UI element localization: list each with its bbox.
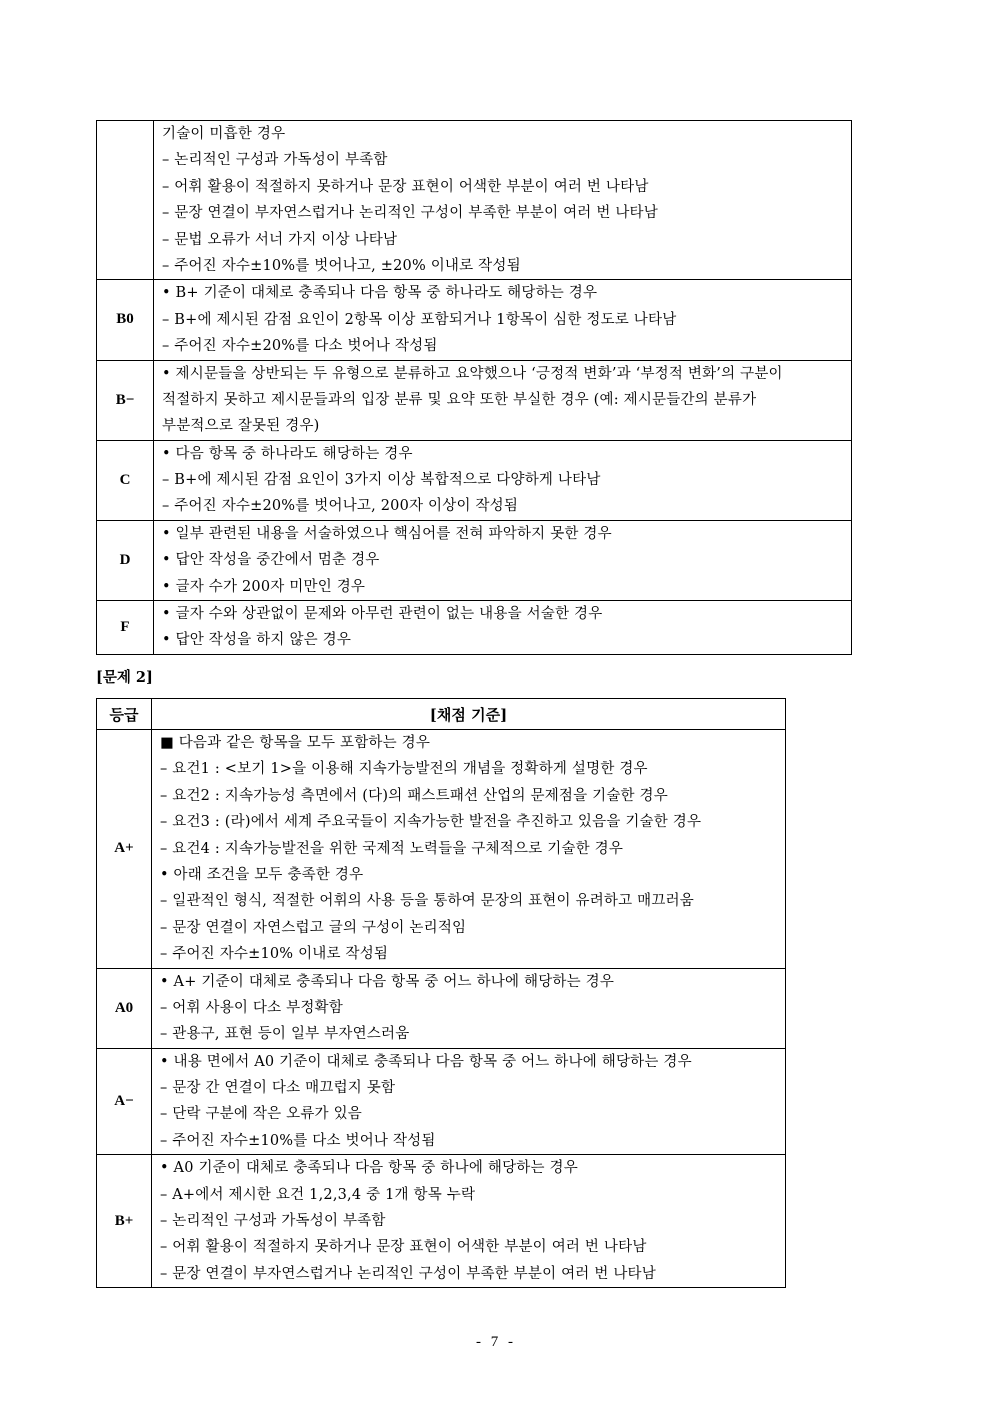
rubric-table-1 — [96, 120, 852, 655]
grade-cell: A0 — [97, 968, 152, 1048]
criteria-cell — [154, 280, 852, 360]
rubric-table-2 — [96, 698, 786, 1288]
criteria-line: 기술이 미흡한 경우 — [162, 126, 286, 142]
criteria-line: – 요건2 : 지속가능성 측면에서 (다)의 패스트패션 산업의 문제점을 기술한 경우 — [160, 787, 668, 804]
criteria-line: • B+ 기준이 대체로 충족되나 다음 항목 중 하나라도 해당하는 경우 — [162, 285, 598, 302]
criteria-line: 부분적으로 잘못된 경우) — [162, 418, 320, 435]
grade-cell: C — [97, 440, 154, 520]
criteria-cell — [154, 440, 852, 520]
criteria-line: – 어휘 사용이 다소 부정확함 — [160, 999, 343, 1016]
table-row — [97, 121, 852, 280]
criteria-line: – 문장 간 연결이 다소 매끄럽지 못함 — [160, 1080, 396, 1097]
criteria-line: – 문법 오류가 서너 가지 이상 나타남 — [162, 231, 398, 248]
rubric-table-2-body — [97, 730, 786, 1288]
criteria-line: – 논리적인 구성과 가독성이 부족함 — [162, 152, 388, 169]
criteria-cell — [152, 968, 786, 1048]
criteria-line: – 주어진 자수±20%를 다소 벗어나 작성됨 — [162, 338, 438, 355]
grade-cell: F — [97, 601, 154, 655]
grade-cell: A− — [97, 1048, 152, 1155]
grade-cell: D — [97, 520, 154, 600]
criteria-line: – B+에 제시된 감점 요인이 3가지 이상 복합적으로 다양하게 나타남 — [162, 472, 601, 489]
criteria-line: – 주어진 자수±20%를 벗어나고, 200자 이상이 작성됨 — [162, 498, 519, 515]
criteria-line: – 문장 연결이 자연스럽고 글의 구성이 논리적임 — [160, 919, 467, 936]
criteria-line: • 제시문들을 상반되는 두 유형으로 분류하고 요약했으나 ‘긍정적 변화’과 ‘부정적 변화’의 구분이 — [162, 365, 783, 382]
criteria-line: – 주어진 자수±10%를 벗어나고, ±20% 이내로 작성됨 — [162, 257, 521, 274]
table-row — [97, 440, 852, 520]
criteria-line: • 글자 수가 200자 미만인 경우 — [162, 578, 366, 595]
table-row — [97, 968, 786, 1048]
grade-cell: B0 — [97, 280, 154, 360]
page-number: - 7 - — [476, 1334, 516, 1350]
grade-cell: A+ — [97, 730, 152, 969]
table-header-row — [97, 699, 786, 730]
criteria-cell — [154, 520, 852, 600]
table-row — [97, 280, 852, 360]
criteria-line: – 논리적인 구성과 가독성이 부족함 — [160, 1213, 386, 1230]
criteria-cell — [154, 121, 852, 280]
criteria-line: • A+ 기준이 대체로 충족되나 다음 항목 중 어느 하나에 해당하는 경우 — [160, 973, 615, 990]
criteria-line: ■ 다음과 같은 항목을 모두 포함하는 경우 — [160, 735, 431, 751]
rubric-table-1-body — [97, 121, 852, 655]
table-row — [97, 1048, 786, 1155]
header-grade: 등급 — [97, 699, 152, 730]
grade-cell: B+ — [97, 1155, 152, 1288]
grade-cell: B− — [97, 360, 154, 440]
header-criteria: [채점 기준] — [152, 699, 786, 730]
grade-cell — [97, 121, 154, 280]
table-row — [97, 730, 786, 969]
table-row — [97, 1155, 786, 1288]
criteria-line: – 단락 구분에 작은 오류가 있음 — [160, 1106, 362, 1123]
criteria-line: – 어휘 활용이 적절하지 못하거나 문장 표현이 어색한 부분이 여러 번 나타남 — [160, 1239, 647, 1256]
criteria-line: • 답안 작성을 하지 않은 경우 — [162, 632, 352, 649]
criteria-line: – 요건1 : <보기 1>을 이용해 지속가능발전의 개념을 정확하게 설명한 경우 — [160, 761, 648, 778]
criteria-line: • 내용 면에서 A0 기준이 대체로 충족되나 다음 항목 중 어느 하나에 해당하는 경우 — [160, 1053, 692, 1070]
table-row — [97, 360, 852, 440]
criteria-line: – 문장 연결이 부자연스럽거나 논리적인 구성이 부족한 부분이 여러 번 나타남 — [162, 205, 658, 222]
criteria-line: – B+에 제시된 감점 요인이 2항목 이상 포함되거나 1항목이 심한 정도로 나타남 — [162, 311, 677, 328]
criteria-line: • 아래 조건을 모두 충족한 경우 — [160, 866, 364, 883]
criteria-line: – 문장 연결이 부자연스럽거나 논리적인 구성이 부족한 부분이 여러 번 나타남 — [160, 1265, 656, 1282]
criteria-line: – 일관적인 형식, 적절한 어휘의 사용 등을 통하여 문장의 표현이 유려하고 매끄러움 — [160, 893, 694, 910]
criteria-line: • A0 기준이 대체로 충족되나 다음 항목 중 하나에 해당하는 경우 — [160, 1160, 578, 1177]
criteria-line: – 어휘 활용이 적절하지 못하거나 문장 표현이 어색한 부분이 여러 번 나타남 — [162, 178, 649, 195]
criteria-cell — [154, 601, 852, 655]
criteria-line: 적절하지 못하고 제시문들과의 입장 분류 및 요약 또한 부실한 경우 (예: 제시문들간의 분류가 — [162, 391, 757, 408]
criteria-line: – 관용구, 표현 등이 일부 부자연스러움 — [160, 1026, 410, 1043]
criteria-line: • 답안 작성을 중간에서 멈춘 경우 — [162, 552, 380, 569]
criteria-line: – 주어진 자수±10%를 다소 벗어나 작성됨 — [160, 1132, 436, 1149]
criteria-line: – 주어진 자수±10% 이내로 작성됨 — [160, 946, 389, 963]
criteria-line: – A+에서 제시한 요건 1,2,3,4 중 1개 항목 누락 — [160, 1186, 476, 1203]
criteria-line: • 일부 관련된 내용을 서술하였으나 핵심어를 전혀 파악하지 못한 경우 — [162, 525, 612, 542]
criteria-cell — [152, 1155, 786, 1288]
criteria-line: • 다음 항목 중 하나라도 해당하는 경우 — [162, 445, 413, 462]
table-row — [97, 601, 852, 655]
criteria-cell — [152, 1048, 786, 1155]
section-2-label: [문제 2] — [96, 669, 153, 686]
criteria-cell — [152, 730, 786, 969]
criteria-line: – 요건4 : 지속가능발전을 위한 국제적 노력들을 구체적으로 기술한 경우 — [160, 840, 624, 857]
criteria-cell — [154, 360, 852, 440]
table-row — [97, 520, 852, 600]
criteria-line: • 글자 수와 상관없이 문제와 아무런 관련이 없는 내용을 서술한 경우 — [162, 606, 603, 623]
criteria-line: – 요건3 : (라)에서 세계 주요국들이 지속가능한 발전을 추진하고 있음을 기술한 경우 — [160, 814, 702, 831]
